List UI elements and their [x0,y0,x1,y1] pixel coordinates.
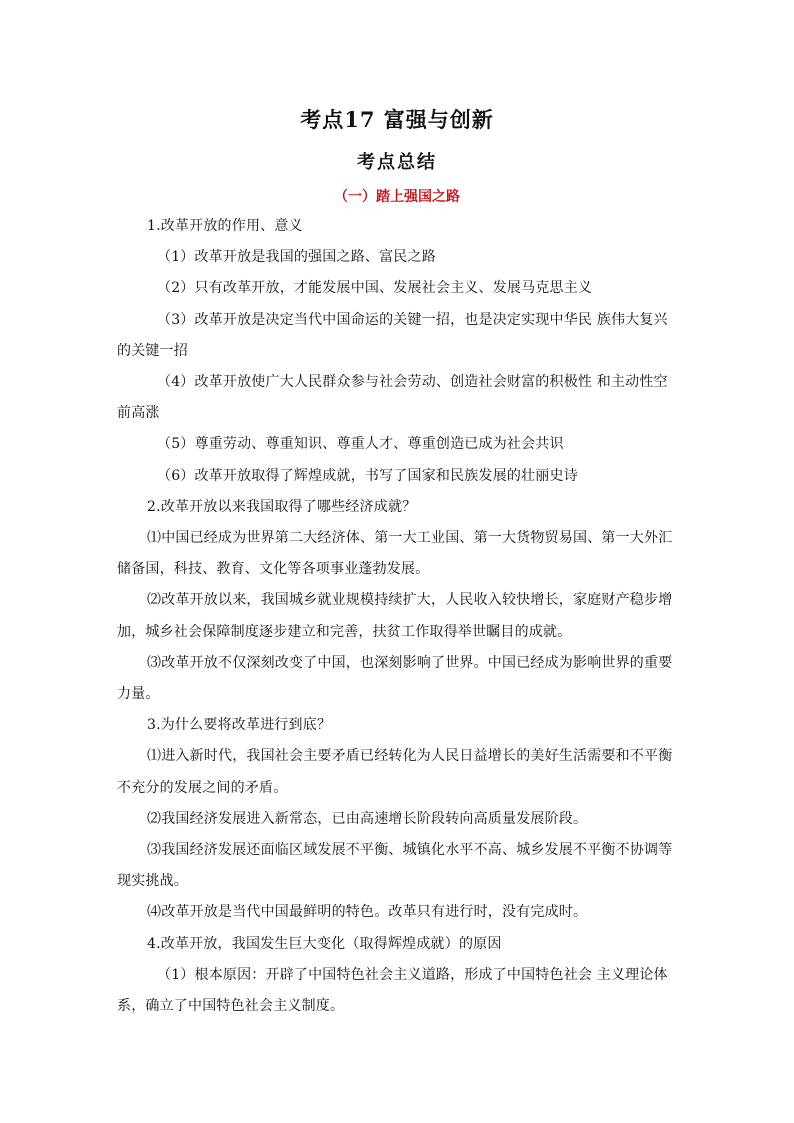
list-item: （2）只有改革开放，才能发展中国、发展社会主义、发展马克思主义 [157,280,593,297]
page-subtitle: 考点总结 [357,152,437,173]
list-item: （4）改革开放使广大人民群众参与社会劳动、创造社会财富的积极性 和主动性空前高涨 [117,374,668,422]
document-body [117,211,677,1022]
page-title: 考点17 富强与创新 [300,107,494,132]
list-item: （6）改革开放取得了辉煌成就，书写了国家和民族发展的壮丽史诗 [157,467,578,484]
list-item: ⑵我国经济发展进入新常态，已由高速增长阶段转向高质量发展阶段。 [147,810,588,827]
list-item: （3）改革开放是决定当代中国命运的关键一招，也是决定实现中华民 族伟大复兴的关键一招 [117,311,668,359]
list-item: ⑷改革开放是当代中国最鲜明的特色。改革只有进行时，没有完成时。 [147,904,588,921]
list-item: ⑵改革开放以来，我国城乡就业规模持续扩大，人民收入较快增长，家庭财产稳步增加，城乡社会保障制度逐步建立和完善，扶贫工作取得举世瞩目的成就。 [117,592,673,640]
question-heading: 2.改革开放以来我国取得了哪些经济成就？ [147,498,417,515]
section-heading: （一）踏上强国之路 [334,189,460,205]
question-heading: 4.改革开放，我国发生巨大变化（取得辉煌成就）的原因 [147,935,502,952]
list-item: ⑶改革开放不仅深刻改变了中国，也深刻影响了世界。中国已经成为影响世界的重要力量。 [117,654,673,703]
question-heading: 3.为什么要将改革进行到底？ [147,717,332,734]
list-item: ⑶我国经济发展还面临区域发展不平衡、城镇化水平不高、城乡发展不平衡不协调等现实挑战。 [117,842,673,890]
list-item: （5）尊重劳动、尊重知识、尊重人才、尊重创造已成为社会共识 [157,436,564,453]
question-heading: 1.改革开放的作用、意义 [147,218,303,234]
list-item: ⑴中国已经成为世界第二大经济体、第一大工业国、第一大货物贸易国、第一大外汇储备国，科技、教育、文化等各项事业蓬勃发展。 [117,530,673,578]
list-item: （1）改革开放是我国的强国之路、富民之路 [157,249,436,266]
list-item: （1）根本原因：开辟了中国特色社会主义道路，形成了中国特色社会 主义理论体系，确立了中国特色社会主义制度。 [117,966,668,1015]
list-item: ⑴进入新时代，我国社会主要矛盾已经转化为人民日益增长的美好生活需要和不平衡不充分的发展之间的矛盾。 [117,748,673,796]
